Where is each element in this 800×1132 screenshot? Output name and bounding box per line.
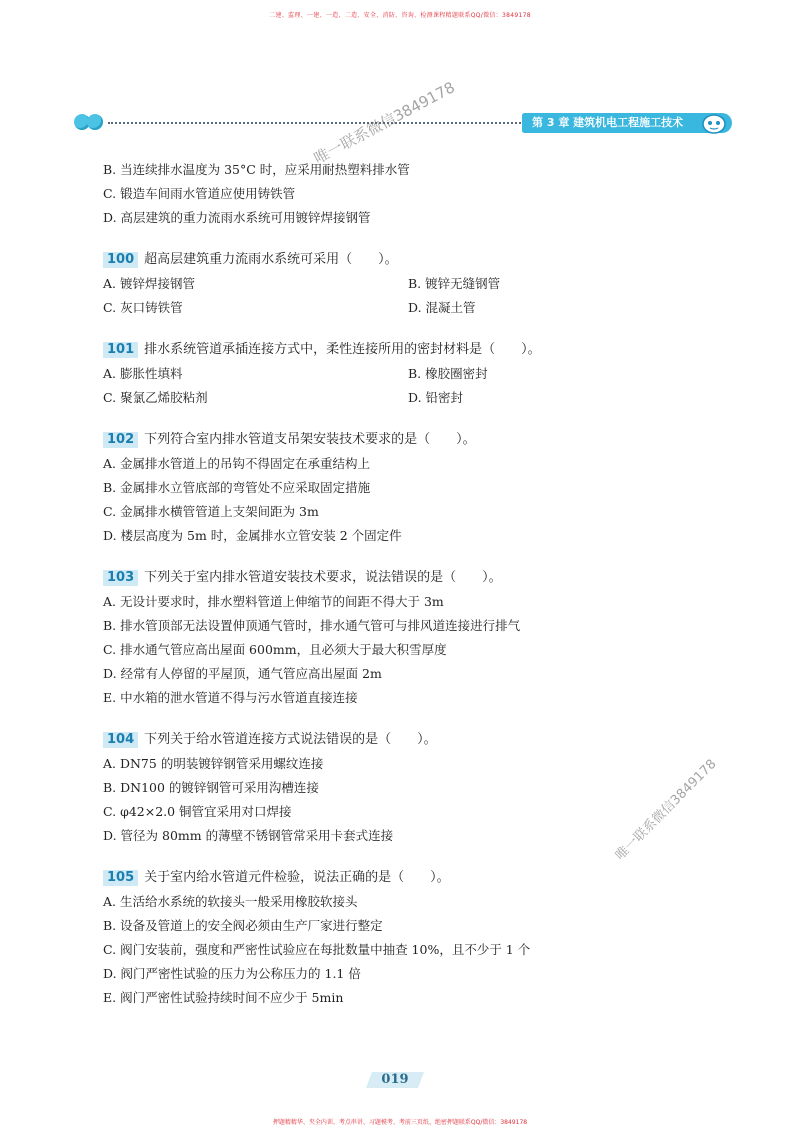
option: B. 设备及管道上的安全阀必须由生产厂家进行整定 xyxy=(103,918,383,933)
option: A. 金属排水管道上的吊钩不得固定在承重结构上 xyxy=(103,456,370,471)
option: D. 铅密封 xyxy=(408,390,464,405)
header-decoration xyxy=(74,114,103,130)
watermark: 唯一联系微信3849178 xyxy=(310,78,458,168)
question-101 xyxy=(103,338,623,362)
option: A. 膨胀性填料 xyxy=(103,366,183,381)
question-104 xyxy=(103,728,623,752)
continued-options xyxy=(103,158,623,230)
option: A. 镀锌焊接钢管 xyxy=(103,276,195,291)
option: C. 金属排水横管管道上支架间距为 3m xyxy=(103,504,319,519)
option: E. 中水箱的泄水管道不得与污水管道直接连接 xyxy=(103,690,358,705)
option: D. 经常有人停留的平屋顶，通气管应高出屋面 2m xyxy=(103,666,382,681)
question-text: 下列关于给水管道连接方式说法错误的是（ ）。 xyxy=(144,732,437,747)
option: A. DN75 的明装镀锌钢管采用螺纹连接 xyxy=(103,756,324,771)
options-grid xyxy=(103,362,623,410)
options-grid xyxy=(103,272,623,320)
question-number: 103 xyxy=(103,570,138,586)
question-102 xyxy=(103,428,623,452)
page-number-text: 019 xyxy=(381,1072,409,1087)
option: A. 无设计要求时，排水塑料管道上伸缩节的间距不得大于 3m xyxy=(103,594,444,609)
header-dotted-line xyxy=(108,122,524,124)
question-text: 下列关于室内排水管道安装技术要求，说法错误的是（ ）。 xyxy=(144,570,502,585)
question-105 xyxy=(103,866,623,890)
bottom-banner: 押题精精华、夹全内训、考点串讲、习题模考、考前三页纸、绝密押题联系QQ/微信：3849178 xyxy=(272,1119,528,1126)
question-text: 超高层建筑重力流雨水系统可采用（ ）。 xyxy=(144,252,398,267)
option: B. 当连续排水温度为 35°C 时，应采用耐热塑料排水管 xyxy=(103,162,410,177)
question-103 xyxy=(103,566,623,590)
circle-icon xyxy=(87,114,103,130)
question-text: 关于室内给水管道元件检验，说法正确的是（ ）。 xyxy=(144,870,450,885)
option: B. 橡胶圈密封 xyxy=(408,366,488,381)
option: B. 金属排水立管底部的弯管处不应采取固定措施 xyxy=(103,480,371,495)
option: A. 生活给水系统的软接头一般采用橡胶软接头 xyxy=(103,894,358,909)
option: B. DN100 的镀锌钢管可采用沟槽连接 xyxy=(103,780,319,795)
option: C. 聚氯乙烯胶粘剂 xyxy=(103,390,208,405)
page-number xyxy=(366,1070,424,1090)
watermark: 唯一联系微信3849178 xyxy=(612,756,720,864)
option: E. 阀门严密性试验持续时间不应少于 5min xyxy=(103,990,344,1005)
question-number: 101 xyxy=(103,342,138,358)
option: B. 镀锌无缝钢管 xyxy=(408,276,501,291)
option: D. 阀门严密性试验的压力为公称压力的 1.1 倍 xyxy=(103,966,361,981)
option: B. 排水管顶部无法设置伸顶通气管时，排水通气管可与排风道连接进行排气 xyxy=(103,618,521,633)
option: C. 灰口铸铁管 xyxy=(103,300,183,315)
question-text: 下列符合室内排水管道支吊架安装技术要求的是（ ）。 xyxy=(144,432,476,447)
option: D. 混凝土管 xyxy=(408,300,476,315)
option: C. φ42×2.0 铜管宜采用对口焊接 xyxy=(103,804,292,819)
option: D. 管径为 80mm 的薄壁不锈钢管常采用卡套式连接 xyxy=(103,828,394,843)
mascot-icon xyxy=(702,112,726,134)
question-text: 排水系统管道承插连接方式中，柔性连接所用的密封材料是（ ）。 xyxy=(144,342,541,357)
question-number: 104 xyxy=(103,732,138,748)
question-number: 100 xyxy=(103,252,138,268)
option: D. 楼层高度为 5m 时，金属排水立管安装 2 个固定件 xyxy=(103,528,402,543)
option: C. 锻造车间雨水管道应使用铸铁管 xyxy=(103,186,296,201)
top-banner: 二建、监理、一建、一造、二造、安全、消防、咨询、检测课程精题联系QQ/微信：3849178 xyxy=(269,12,531,19)
question-number: 105 xyxy=(103,870,138,886)
option: C. 阀门安装前，强度和严密性试验应在每批数量中抽查 10%，且不少于 1 个 xyxy=(103,942,531,957)
option: C. 排水通气管应高出屋面 600mm，且必须大于最大积雪厚度 xyxy=(103,642,447,657)
question-100 xyxy=(103,248,623,272)
question-number: 102 xyxy=(103,432,138,448)
option: D. 高层建筑的重力流雨水系统可用镀锌焊接钢管 xyxy=(103,210,371,225)
question-content xyxy=(103,158,623,1010)
chapter-title: 第 3 章 建筑机电工程施工技术 xyxy=(522,113,732,133)
